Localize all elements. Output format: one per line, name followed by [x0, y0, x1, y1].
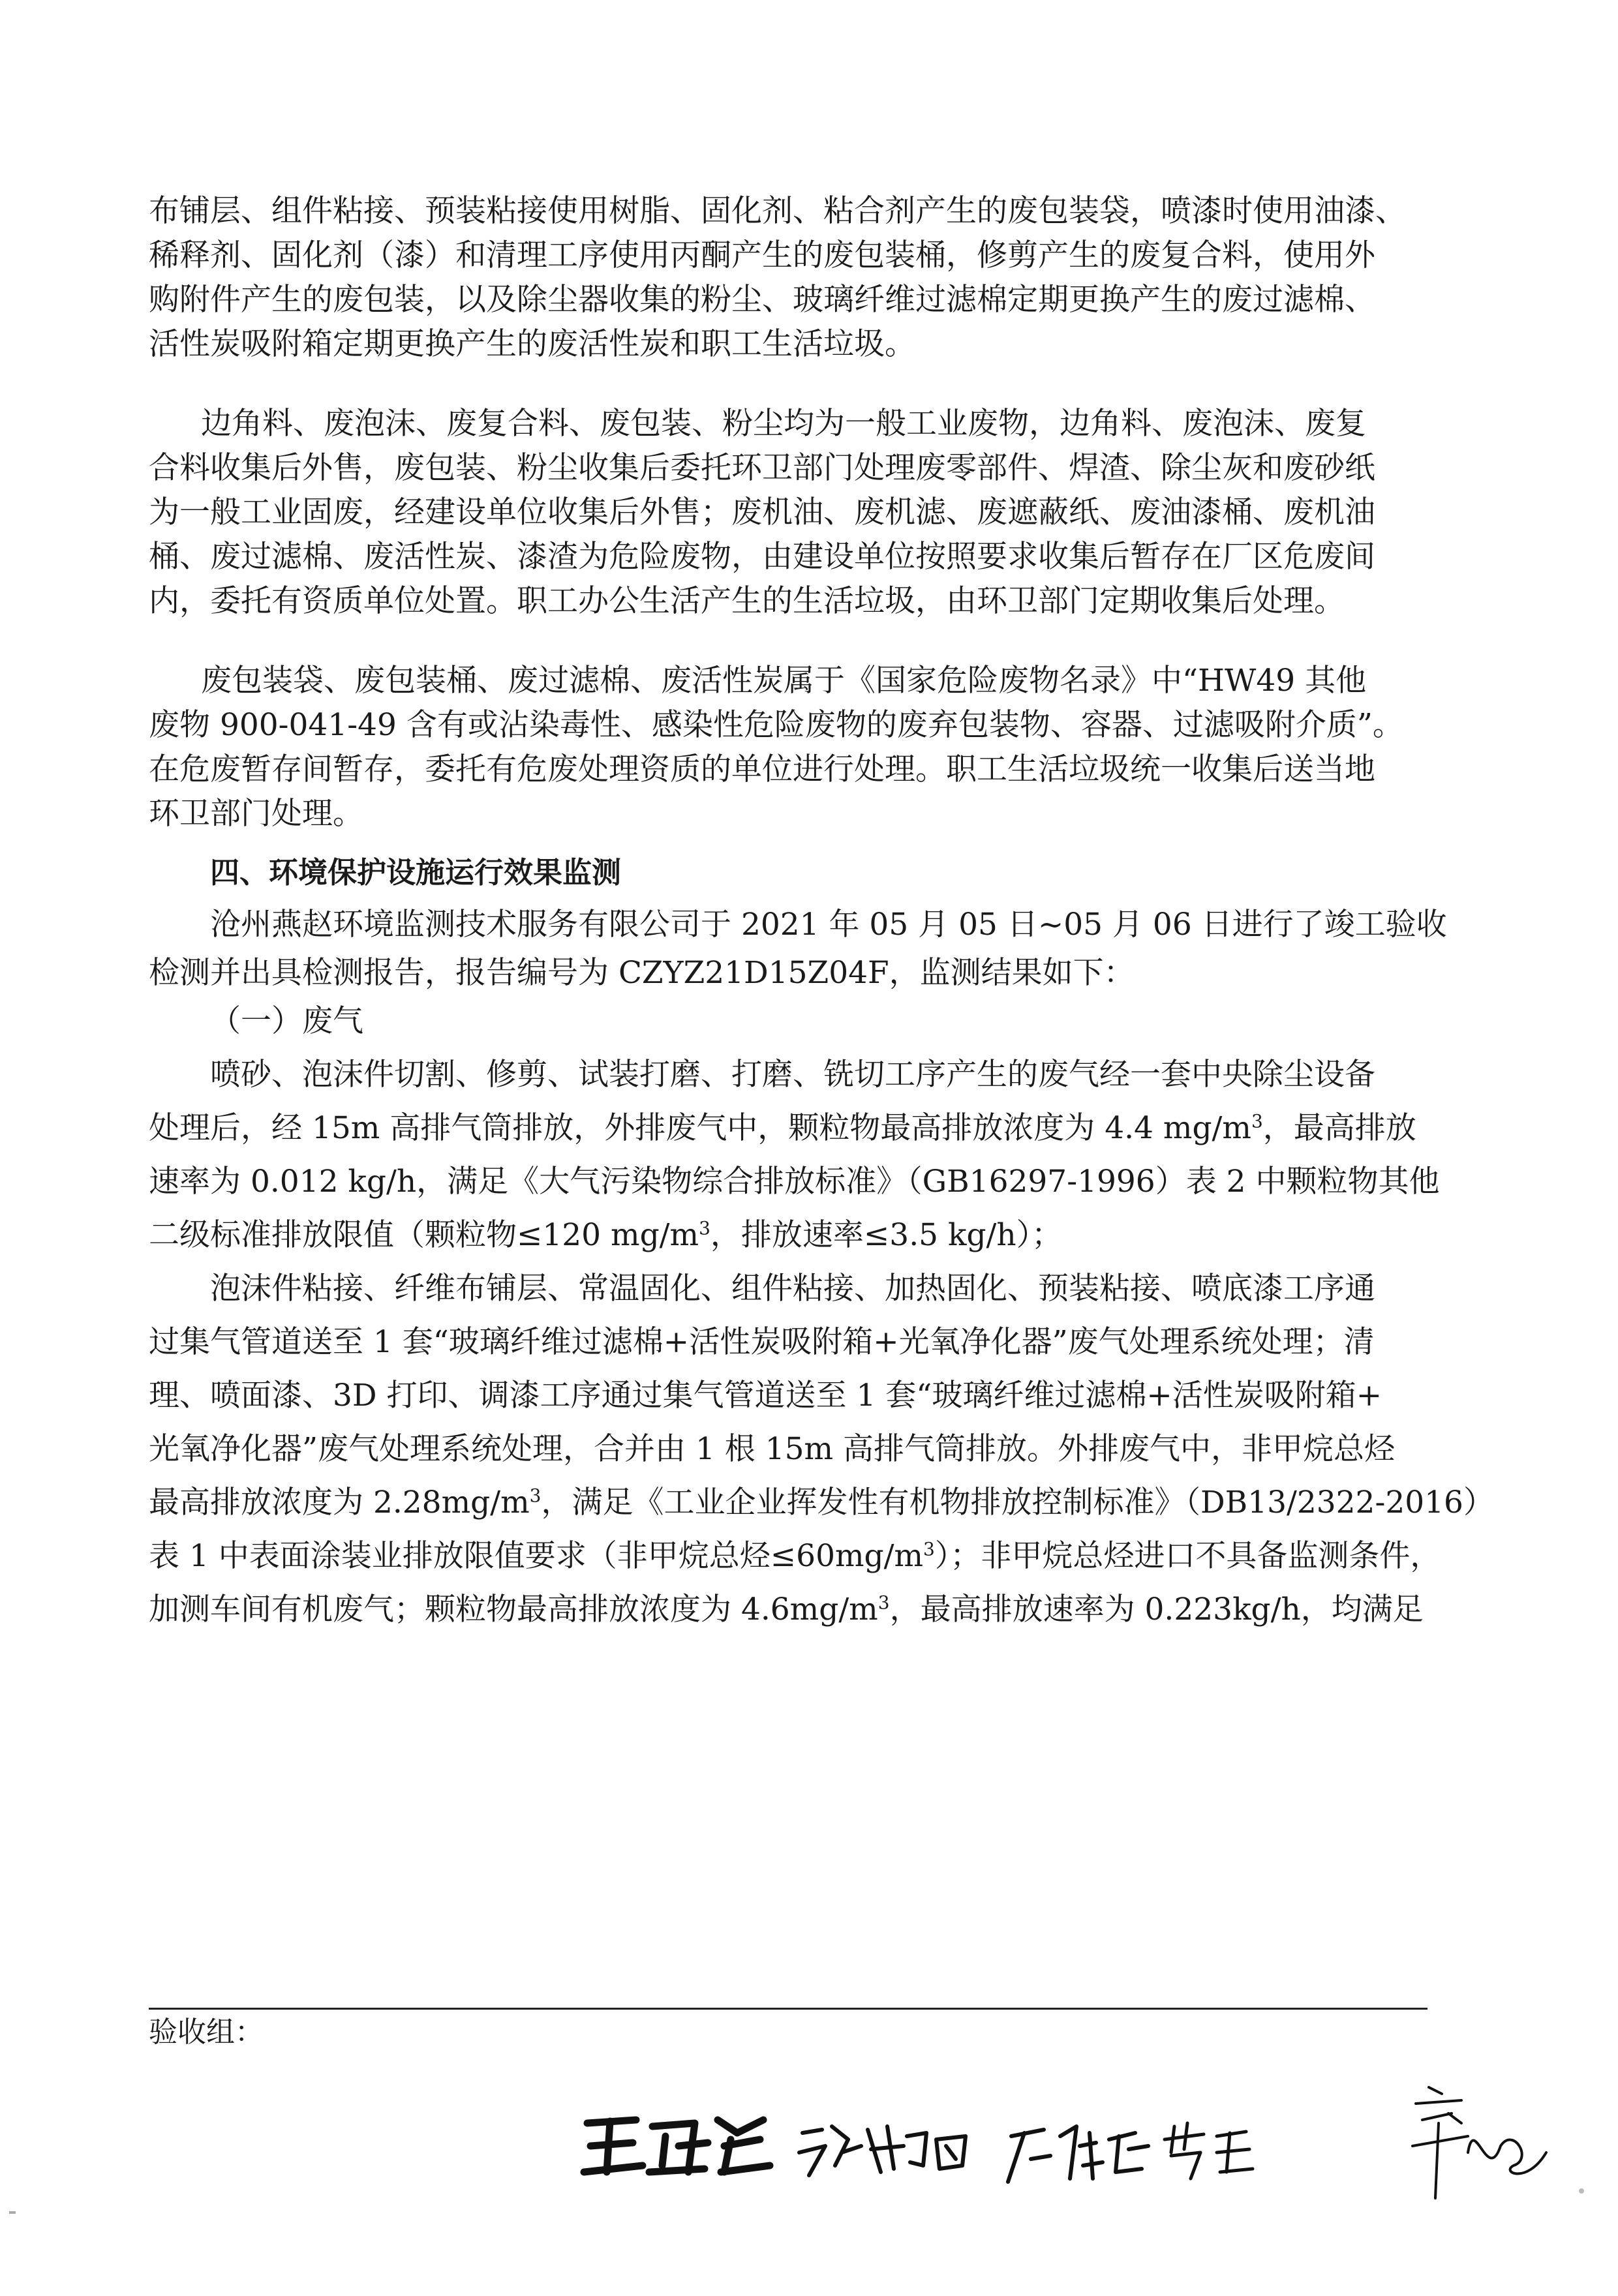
handwritten-signatures [574, 2074, 1553, 2205]
text-span: ，排放速率≤3.5 kg/h）； [710, 1217, 1063, 1253]
superscript: 3 [699, 1217, 710, 1239]
acceptance-group-label: 验收组： [149, 2016, 264, 2049]
text-span: 二级标准排放限值（颗粒物≤120 mg/m [149, 1217, 699, 1253]
document-body [149, 189, 1494, 1632]
signature-3 [1008, 2126, 1148, 2182]
superscript: 3 [529, 1485, 542, 1507]
text-line: 内，委托有资质单位处置。职工办公生活产生的生活垃圾，由环卫部门定期收集后处理。 [149, 583, 1345, 619]
text-line: 活性炭吸附箱定期更换产生的废活性炭和职工生活垃圾。 [149, 326, 915, 362]
text-line: 废物 900-041-49 含有或沾染毒性、感染性危险废物的废弃包装物、容器、过滤吸附介质”。 [149, 707, 1403, 743]
text-span: ，最高排放速率为 0.223kg/h，均满足 [889, 1592, 1424, 1627]
text-line: 环卫部门处理。 [149, 796, 363, 832]
text-line [149, 1106, 1454, 1151]
text-line: 边角料、废泡沫、废复合料、废包装、粉尘均为一般工业废物，边角料、废泡沫、废复 [201, 406, 1366, 442]
text-line [149, 1588, 1454, 1632]
text-line: 泡沫件粘接、纤维布铺层、常温固化、组件粘接、加热固化、预装粘接、喷底漆工序通 [210, 1271, 1375, 1307]
signature-5 [1412, 2087, 1546, 2198]
text-span: 表 1 中表面涂装业排放限值要求（非甲烷总烃≤60mg/m [149, 1538, 924, 1574]
paragraph-hazardous-waste [149, 659, 1454, 836]
text-line: 购附件产生的废包装，以及除尘器收集的粉尘、玻璃纤维过滤棉定期更换产生的废过滤棉、 [149, 282, 1375, 318]
text-line [149, 1213, 1454, 1258]
text-span: ，满足《工业企业挥发性有机物排放控制标准》（DB13/2322-2016） [541, 1485, 1494, 1520]
text-line: 检测并出具检测报告，报告编号为 CZYZ21D15Z04F，监测结果如下： [149, 955, 1135, 991]
text-span: 处理后，经 15m 高排气筒排放，外排废气中，颗粒物最高排放浓度为 4.4 mg/m [149, 1110, 1251, 1146]
paragraph-waste-sources [149, 189, 1454, 367]
text-span: 加测车间有机废气；颗粒物最高排放浓度为 4.6mg/m [149, 1592, 878, 1627]
text-line: 过集气管道送至 1 套“玻璃纤维过滤棉+活性炭吸附箱+光氧净化器”废气处理系统处理；清 [149, 1324, 1375, 1360]
paragraph-general-waste [149, 402, 1454, 624]
text-line: 喷砂、泡沫件切割、修剪、试装打磨、打磨、铣切工序产生的废气经一套中央除尘设备 [210, 1057, 1375, 1093]
text-line: 桶、废过滤棉、废活性炭、漆渣为危险废物，由建设单位按照要求收集后暂存在厂区危废间 [149, 539, 1375, 575]
text-line: 布铺层、组件粘接、预装粘接使用树脂、固化剂、粘合剂产生的废包装袋，喷漆时使用油漆、 [149, 193, 1406, 229]
paragraph-dust-exhaust [149, 1053, 1454, 1258]
text-line [149, 1534, 1454, 1578]
scan-speck [1579, 2188, 1584, 2194]
text-line: 理、喷面漆、3D 打印、调漆工序通过集气管道送至 1 套“玻璃纤维过滤棉+活性炭吸附箱+ [149, 1378, 1382, 1413]
section-heading: 四、环境保护设施运行效果监测 [210, 855, 622, 890]
paragraph-monitoring-intro [149, 903, 1454, 995]
text-line: 合料收集后外售，废包装、粉尘收集后委托环卫部门处理废零部件、焊渣、除尘灰和废砂纸 [149, 450, 1375, 486]
text-line: 废包装袋、废包装桶、废过滤棉、废活性炭属于《国家危险废物名录》中“HW49 其他 [201, 663, 1367, 699]
text-span: ，最高排放 [1262, 1110, 1416, 1146]
superscript: 3 [923, 1538, 935, 1560]
scan-mark [9, 2211, 16, 2214]
signature-1 [584, 2120, 770, 2172]
text-span: 最高排放浓度为 2.28mg/m [149, 1485, 530, 1520]
text-line: 光氧净化器”废气处理系统处理，合并由 1 根 15m 高排气筒排放。外排废气中，非甲烷总烃 [149, 1431, 1396, 1467]
text-line: 沧州燕赵环境监测技术服务有限公司于 2021 年 05 月 05 日~05 月 06 日进行了竣工验收 [210, 907, 1447, 943]
superscript: 3 [878, 1592, 890, 1614]
text-line: 在危废暂存间暂存，委托有危废处理资质的单位进行处理。职工生活垃圾统一收集后送当地 [149, 751, 1375, 787]
signature-2 [799, 2126, 966, 2175]
text-line [149, 1481, 1494, 1525]
superscript: 3 [1251, 1110, 1263, 1132]
paragraph-voc-exhaust [149, 1267, 1494, 1632]
text-line: 速率为 0.012 kg/h，满足《大气污染物综合排放标准》（GB16297-1996）表 2 中颗粒物其他 [149, 1164, 1440, 1200]
signature-4 [1165, 2123, 1253, 2179]
signature-divider [149, 2008, 1427, 2010]
text-line: 为一般工业固废，经建设单位收集后外售；废机油、废机滤、废遮蔽纸、废油漆桶、废机油 [149, 494, 1375, 530]
text-line: 稀释剂、固化剂（漆）和清理工序使用丙酮产生的废包装桶，修剪产生的废复合料，使用外 [149, 237, 1375, 273]
subsection-heading: （一）废气 [210, 1003, 363, 1039]
text-span: ）；非甲烷总烃进口不具备监测条件， [934, 1538, 1441, 1574]
